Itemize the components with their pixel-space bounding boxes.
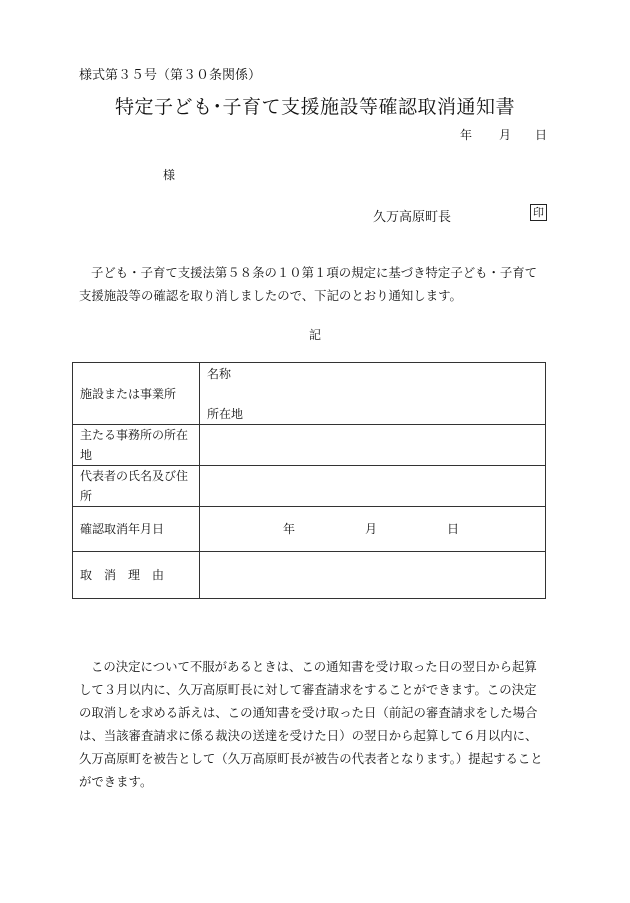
table-row (73, 363, 546, 425)
appeal-notice-paragraph: この決定について不服があるときは、この通知書を受け取った日の翌日から起算して３月以内に、久万高原町長に対して審査請求をすることができます。この決定の取消しを求める訴えは、この通知書を受け取った日（前記の審査請求をした場合は、当該審査請求に係る裁決の送達を受けた日）の翌日から起算して６月以内に、久万高原町を被告として（久万高原町長が被告の代表者となります。）提起することができます。 (79, 659, 543, 789)
addressee-suffix: 様 (163, 168, 176, 182)
seal-mark: 印 (530, 204, 547, 221)
issuer-name: 久万高原町長 (373, 210, 452, 225)
facility-name-label: 名称 (207, 366, 232, 381)
header-date-day: 日 (535, 128, 548, 142)
ki-marker: 記 (308, 328, 321, 342)
representative-label: 代表者の氏名及び住所 (73, 466, 200, 507)
cancel-date-day: 日 (447, 522, 460, 536)
reason-value (200, 552, 546, 599)
cancel-date-month: 月 (365, 522, 378, 536)
table-row (73, 425, 546, 466)
document-title: 特定子ども･子育て支援施設等確認取消通知書 (114, 96, 515, 118)
cancel-date-value (200, 507, 546, 552)
table-row (73, 466, 546, 507)
main-office-label: 主たる事務所の所在地 (73, 425, 200, 466)
facility-address-label: 所在地 (207, 406, 244, 421)
cancel-date-year: 年 (283, 522, 296, 536)
facility-label: 施設または事業所 (73, 363, 200, 425)
main-office-value (200, 425, 546, 466)
cancel-date-label: 確認取消年月日 (73, 507, 200, 552)
header-date-month: 月 (499, 128, 512, 142)
form-number: 様式第３５号（第３０条関係） (79, 68, 262, 83)
reason-label: 取 消 理 由 (73, 552, 200, 599)
intro-paragraph: 子ども・子育て支援法第５８条の１０第１項の規定に基づき特定子ども・子育て支援施設等の確認を取り消しましたので、下記のとおり通知します。 (79, 265, 538, 303)
representative-value (200, 466, 546, 507)
details-table (72, 362, 546, 599)
table-row (73, 507, 546, 552)
table-row (73, 552, 546, 599)
header-date-year: 年 (460, 128, 473, 142)
facility-value-cell (200, 363, 546, 425)
